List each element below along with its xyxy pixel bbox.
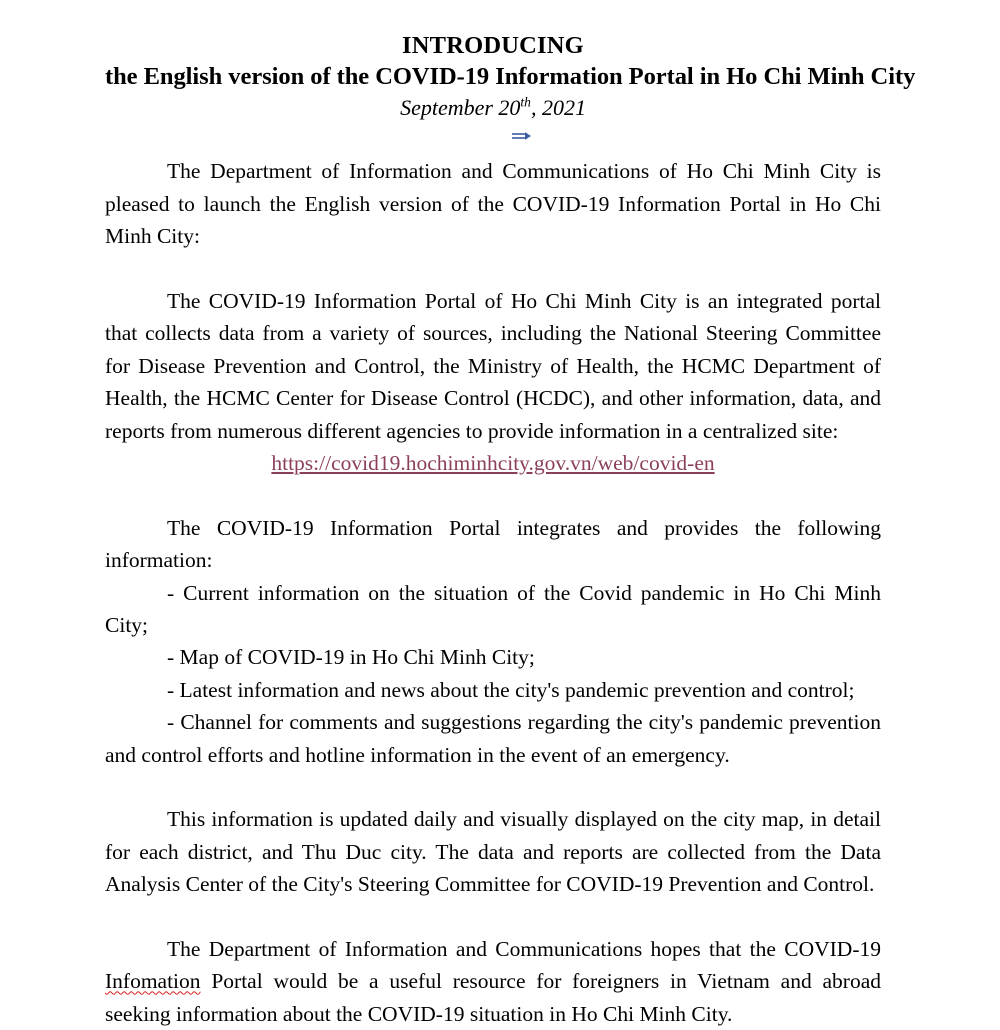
portal-url-link[interactable]: https://covid19.hochiminhcity.gov.vn/web/covid-en [271, 451, 715, 476]
document-date [105, 93, 881, 123]
paragraph-integrates-lead: The COVID-19 Information Portal integrates and provides the following information: [105, 515, 881, 573]
list-item-comments-channel: - Channel for comments and suggestions regarding the city's pandemic prevention and control efforts and hotline information in the event of an emergency. [105, 710, 881, 767]
spacer-4 [105, 901, 881, 933]
portal-url-line [105, 447, 881, 479]
document-header [105, 0, 916, 123]
document-body [105, 0, 916, 1030]
list-item-latest-news: - Latest information and news about the city's pandemic prevention and control; [167, 677, 855, 702]
paragraph-intro: The Department of Information and Communications of Ho Chi Minh City is pleased to launch the English version of the COVID-19 Information Portal in Ho Chi Minh City: [105, 159, 881, 249]
page-title-line-2: the English version of the COVID-19 Information Portal in Ho Chi Minh City [105, 63, 916, 90]
closing-text-part-1: The Department of Information and Communications hopes that the COVID-19 [167, 937, 881, 962]
page-title-line-1: INTRODUCING [402, 32, 584, 59]
spacer-1 [105, 253, 881, 285]
date-prefix: September 20 [400, 95, 521, 120]
spacer-after-title [105, 123, 881, 155]
date-ordinal-superscript: th [520, 94, 531, 110]
list-item-current-information: - Current information on the situation of the Covid pandemic in Ho Chi Minh City; [105, 580, 881, 638]
date-suffix: , 2021 [530, 95, 586, 120]
misspelled-word[interactable]: Infomation [105, 969, 201, 994]
spacer-3 [105, 771, 881, 803]
paragraph-closing [105, 933, 881, 1030]
paragraph-daily-updates: This information is updated daily and visually displayed on the city map, in detail for each district, and Thu Duc city. The data and reports are collected from the Data Analysis Center of the City's Steering Committee for COVID-19 Prevention and Control. [105, 807, 881, 897]
list-item-map: - Map of COVID-19 in Ho Chi Minh City; [167, 645, 535, 670]
spacer-2 [105, 479, 881, 511]
autocorrect-smarttag-icon[interactable] [512, 119, 531, 128]
paragraph-sources: The COVID-19 Information Portal of Ho Chi Minh City is an integrated portal that collects data from a variety of sources, including the National Steering Committee for Disease Prevention and Control, the Ministry of Health, the HCMC Department of Health, the HCMC Center for Disease Control (HCDC), and other information, data, and reports from numerous different agencies to provide information in a centralized site: [105, 289, 881, 443]
closing-text-part-2: Portal would be a useful resource for foreigners in Vietnam and abroad seeking information about the COVID-19 situation in Ho Chi Minh City. [105, 969, 881, 1026]
